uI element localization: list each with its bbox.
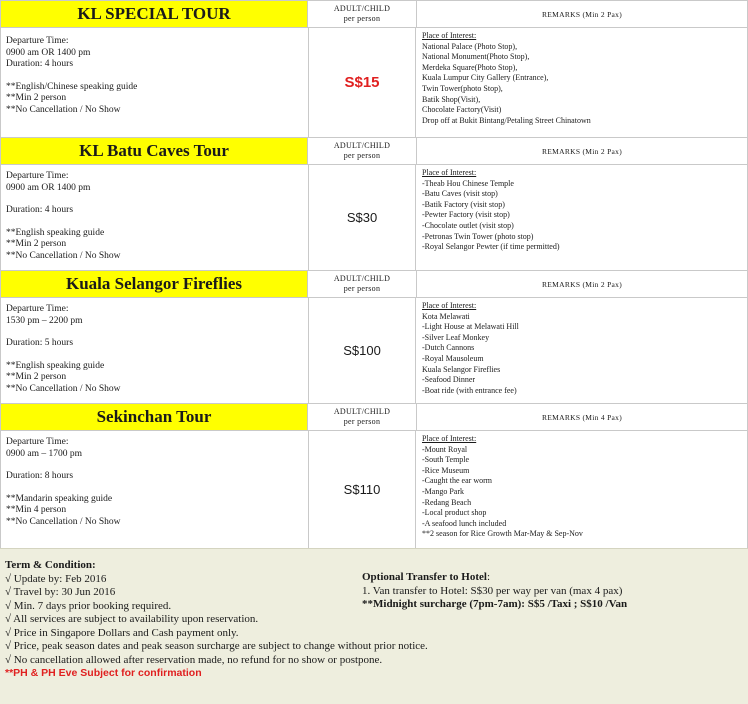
tour-details bbox=[0, 28, 308, 137]
poi-item: Kuala Selangor Fireflies bbox=[422, 364, 501, 374]
tour-price bbox=[308, 165, 416, 270]
poi-item: -Boat ride (with entrance fee) bbox=[422, 385, 517, 395]
price-header-line1: ADULT/CHILD bbox=[333, 274, 391, 283]
terms-item: √ All services are subject to availability upon reservation. bbox=[5, 613, 259, 625]
tour-details bbox=[0, 165, 308, 270]
poi-item: **2 season for Rice Growth Mar-May & Sep-Nov bbox=[422, 529, 583, 539]
terms-item: √ Price, peak season dates and peak season surcharge are subject to change without prior notice. bbox=[5, 640, 428, 652]
detail-line: 1530 pm – 2200 pm bbox=[6, 315, 83, 326]
poi-item: -Caught the ear worm bbox=[422, 476, 492, 486]
price-header-line1: ADULT/CHILD bbox=[333, 141, 391, 150]
tour-kl-special bbox=[0, 0, 748, 137]
detail-line: **Min 2 person bbox=[6, 372, 67, 382]
poi-item: Merdeka Square(Photo Stop), bbox=[422, 62, 518, 72]
detail-line: **No Cancellation / No Show bbox=[6, 383, 121, 394]
detail-gap bbox=[6, 460, 303, 471]
detail-line: 0900 am OR 1400 pm bbox=[6, 47, 91, 58]
detail-line: **Min 2 person bbox=[6, 93, 67, 103]
poi-item: Batik Shop(Visit), bbox=[422, 94, 481, 104]
detail-line: Departure Time: bbox=[6, 437, 69, 447]
poi-item: -Mango Park bbox=[422, 486, 464, 496]
poi-title: Place of Interest: bbox=[422, 434, 477, 443]
terms-title: Term & Condition: bbox=[5, 559, 96, 571]
poi-title: Place of Interest: bbox=[422, 301, 477, 310]
remarks-header: REMARKS (Min 2 Pax) bbox=[416, 0, 748, 28]
detail-line: **Min 2 person bbox=[6, 239, 67, 249]
detail-line: Duration: 4 hours bbox=[6, 205, 74, 215]
poi-item: -Royal Selangor Pewter (if time permitted) bbox=[422, 242, 560, 252]
price-header bbox=[308, 0, 416, 28]
terms-item: √ Update by: Feb 2016 bbox=[5, 572, 107, 585]
tour-body bbox=[0, 298, 748, 403]
terms-section bbox=[0, 548, 748, 704]
tour-title: Kuala Selangor Fireflies bbox=[0, 270, 308, 298]
tour-price bbox=[308, 431, 416, 548]
transfer-title-row bbox=[362, 571, 742, 585]
tour-body bbox=[0, 28, 748, 137]
detail-line: Departure Time: bbox=[6, 304, 69, 314]
tour-remarks bbox=[416, 165, 748, 270]
poi-item: National Monument(Photo Stop), bbox=[422, 52, 530, 62]
price-header-line1: ADULT/CHILD bbox=[333, 4, 391, 13]
price-header bbox=[308, 403, 416, 431]
detail-line: **English/Chinese speaking guide bbox=[6, 81, 138, 92]
detail-line: **No Cancellation / No Show bbox=[6, 516, 121, 527]
detail-line: **Mandarin speaking guide bbox=[6, 493, 113, 504]
poi-item: Drop off at Bukit Bintang/Petaling Street Chinatown bbox=[422, 115, 591, 125]
poi-item: -Mount Royal bbox=[422, 444, 468, 454]
poi-item: -Redang Beach bbox=[422, 497, 472, 507]
tour-price bbox=[308, 298, 416, 403]
detail-line: Duration: 4 hours bbox=[6, 59, 74, 69]
price-header-line2: per person bbox=[343, 284, 381, 293]
tour-sekinchan bbox=[0, 403, 748, 548]
poi-item: -A seafood lunch included bbox=[422, 518, 507, 528]
poi-item: -Rice Museum bbox=[422, 465, 470, 475]
detail-line: **English speaking guide bbox=[6, 360, 105, 371]
price-header-line2: per person bbox=[343, 417, 381, 426]
poi-item: -Dutch Cannons bbox=[422, 343, 475, 353]
poi-item: -Royal Mausoleum bbox=[422, 353, 484, 363]
poi-item: -Batik Factory (visit stop) bbox=[422, 199, 505, 209]
tour-body bbox=[0, 431, 748, 548]
poi-item: National Palace (Photo Stop), bbox=[422, 41, 518, 51]
price-header bbox=[308, 137, 416, 165]
tour-remarks bbox=[416, 28, 748, 137]
poi-item: -Light House at Melawati Hill bbox=[422, 322, 519, 332]
poi-item: -Batu Caves (visit stop) bbox=[422, 189, 498, 199]
price-value: S$100 bbox=[343, 343, 381, 358]
poi-item: -Petronas Twin Tower (photo stop) bbox=[422, 231, 534, 241]
price-header-line2: per person bbox=[343, 151, 381, 160]
detail-line: Duration: 8 hours bbox=[6, 471, 74, 481]
tour-details bbox=[0, 298, 308, 403]
tour-batu-caves bbox=[0, 137, 748, 270]
transfer-title-colon: : bbox=[486, 571, 491, 583]
detail-gap bbox=[6, 71, 303, 82]
detail-line: **No Cancellation / No Show bbox=[6, 104, 121, 115]
price-header bbox=[308, 270, 416, 298]
terms-item: √ No cancellation allowed after reservation made, no refund for no show or postpone. bbox=[5, 653, 383, 666]
ph-note: **PH & PH Eve Subject for confirmation bbox=[5, 667, 202, 679]
poi-item: Kota Melawati bbox=[422, 311, 470, 321]
poi-title: Place of Interest: bbox=[422, 31, 477, 40]
hotel-transfer bbox=[362, 571, 742, 612]
poi-item: Twin Tower(photo Stop), bbox=[422, 83, 503, 93]
terms-item: √ Min. 7 days prior booking required. bbox=[5, 599, 172, 612]
price-value: S$15 bbox=[344, 74, 380, 91]
midnight-surcharge: **Midnight surcharge (7pm-7am): S$5 /Taxi ; S$10 /Van bbox=[362, 598, 628, 610]
detail-line: **No Cancellation / No Show bbox=[6, 250, 121, 261]
tour-remarks bbox=[416, 298, 748, 403]
poi-item: Kuala Lumpur City Gallery (Entrance), bbox=[422, 73, 549, 83]
poi-item: -Seafood Dinner bbox=[422, 375, 476, 385]
poi-item: -South Temple bbox=[422, 455, 470, 465]
terms-item: √ Travel by: 30 Jun 2016 bbox=[5, 586, 116, 598]
poi-item: -Pewter Factory (visit stop) bbox=[422, 210, 510, 220]
poi-item: -Local product shop bbox=[422, 508, 487, 518]
detail-line: **Min 4 person bbox=[6, 505, 67, 515]
poi-item: -Chocolate outlet (visit stop) bbox=[422, 220, 514, 230]
remarks-header: REMARKS (Min 2 Pax) bbox=[416, 270, 748, 298]
tour-body bbox=[0, 165, 748, 270]
tour-price bbox=[308, 28, 416, 137]
detail-line: Duration: 5 hours bbox=[6, 338, 74, 348]
poi-item: -Theab Hou Chinese Temple bbox=[422, 178, 514, 188]
remarks-header: REMARKS (Min 2 Pax) bbox=[416, 137, 748, 165]
detail-gap bbox=[6, 483, 303, 494]
detail-line: **English speaking guide bbox=[6, 227, 105, 238]
detail-line: 0900 am – 1700 pm bbox=[6, 448, 82, 459]
detail-gap bbox=[6, 327, 303, 338]
tour-title: KL SPECIAL TOUR bbox=[0, 0, 308, 28]
transfer-title: Optional Transfer to Hotel bbox=[362, 571, 487, 583]
poi-item: Chocolate Factory(Visit) bbox=[422, 105, 502, 115]
tour-title: KL Batu Caves Tour bbox=[0, 137, 308, 165]
price-header-line2: per person bbox=[343, 14, 381, 23]
tour-fireflies bbox=[0, 270, 748, 403]
tour-details bbox=[0, 431, 308, 548]
detail-line: Departure Time: bbox=[6, 171, 69, 181]
tour-remarks bbox=[416, 431, 748, 548]
price-value: S$110 bbox=[343, 482, 381, 497]
detail-gap bbox=[6, 194, 303, 205]
detail-gap bbox=[6, 217, 303, 228]
tour-title: Sekinchan Tour bbox=[0, 403, 308, 431]
remarks-header: REMARKS (Min 4 Pax) bbox=[416, 403, 748, 431]
poi-item: -Silver Leaf Monkey bbox=[422, 332, 490, 342]
price-value: S$30 bbox=[346, 210, 378, 225]
poi-title: Place of Interest: bbox=[422, 168, 477, 177]
detail-line: Departure Time: bbox=[6, 36, 69, 46]
price-header-line1: ADULT/CHILD bbox=[333, 407, 391, 416]
detail-line: 0900 am OR 1400 pm bbox=[6, 182, 91, 193]
transfer-line: 1. Van transfer to Hotel: S$30 per way per van (max 4 pax) bbox=[362, 584, 623, 597]
terms-item: √ Price in Singapore Dollars and Cash payment only. bbox=[5, 626, 239, 639]
detail-gap bbox=[6, 350, 303, 361]
